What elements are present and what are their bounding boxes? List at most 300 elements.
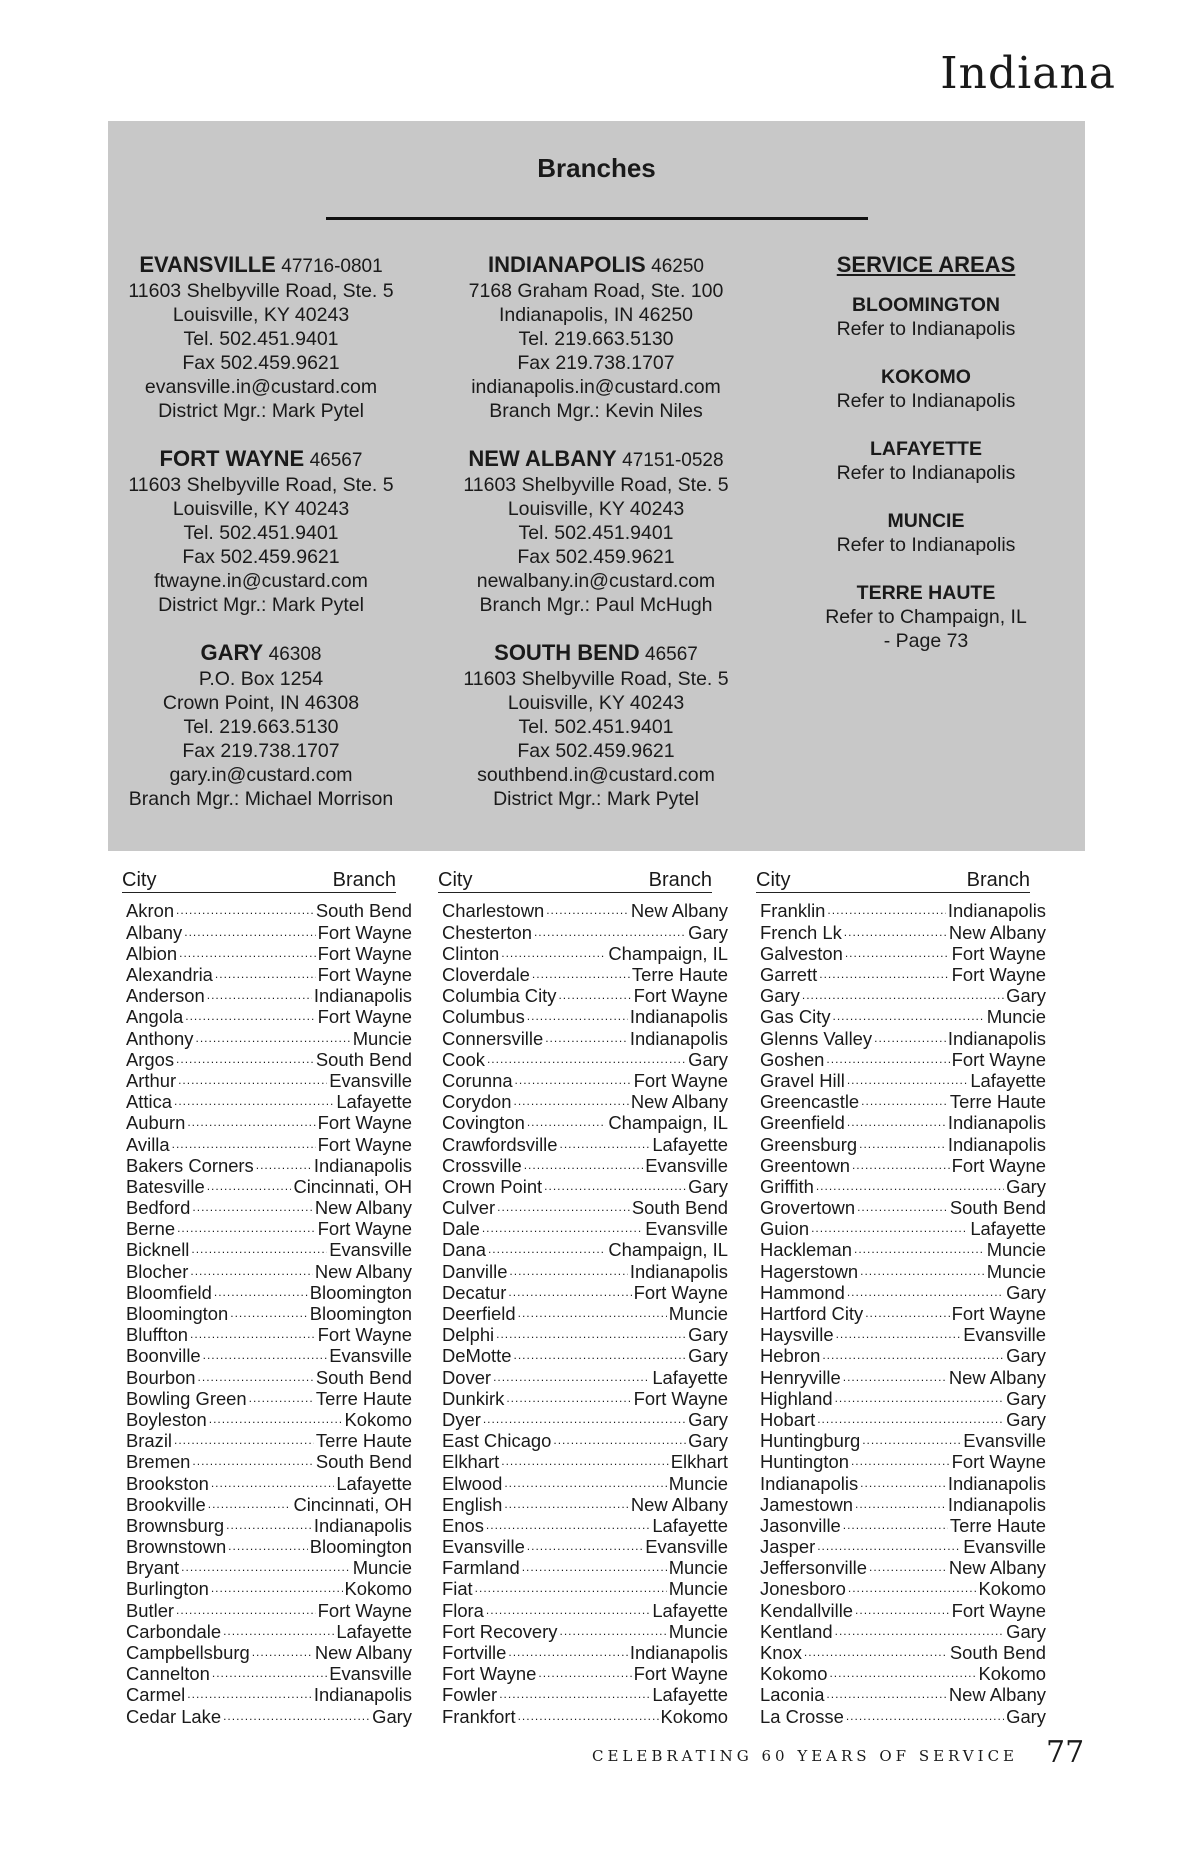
branch-name: South Bend: [949, 1642, 1046, 1663]
directory-row: [440, 1469, 728, 1494]
city-name: Arthur: [126, 1069, 177, 1091]
city-name: Clinton: [442, 942, 500, 964]
branch-email: gary.in@custard.com: [169, 764, 353, 786]
directory-row: [124, 1151, 412, 1176]
directory-row: [758, 1660, 1046, 1685]
dot-leader: [847, 1279, 1004, 1299]
dot-leader: [848, 1575, 977, 1595]
directory-row: [758, 1279, 1046, 1303]
dot-leader: [527, 1533, 643, 1553]
dot-leader: [558, 982, 631, 1002]
branch-name: Indianapolis: [947, 1112, 1046, 1134]
city-name: Henryville: [760, 1366, 841, 1388]
city-name: Bryant: [126, 1557, 180, 1579]
city-name: Albion: [126, 942, 178, 964]
city-name: Cannelton: [126, 1663, 210, 1685]
dot-leader: [527, 1109, 607, 1129]
directory-rows: [440, 897, 728, 1727]
branch-name: Gary: [688, 1430, 728, 1452]
directory-row: [124, 1088, 412, 1113]
city-name: Brookston: [126, 1472, 209, 1494]
branch-name: Gary: [1006, 1620, 1046, 1642]
city-name: Avilla: [126, 1133, 170, 1155]
city-name: Berne: [126, 1218, 176, 1240]
directory-row: [758, 1681, 1046, 1706]
directory-row: [758, 961, 1046, 985]
directory-row: [440, 1321, 728, 1346]
city-name: Bloomfield: [126, 1281, 212, 1303]
dot-leader: [816, 1173, 1004, 1193]
directory-header: [756, 870, 1030, 893]
city-name: Fiat: [442, 1578, 473, 1600]
dot-leader: [207, 982, 312, 1002]
city-name: Huntington: [760, 1451, 849, 1473]
directory-row: [124, 961, 412, 985]
directory-row: [440, 1109, 728, 1134]
directory-row: [758, 1490, 1046, 1515]
branch-name: Champaign, IL: [608, 942, 728, 964]
directory-row: [124, 1109, 412, 1134]
directory-row: [124, 1385, 412, 1409]
branch-manager: District Mgr.: Mark Pytel: [158, 400, 364, 422]
branch-name: Gary: [1006, 1408, 1046, 1430]
city-name: Argos: [126, 1048, 175, 1070]
city-header: City: [756, 869, 791, 891]
branch-name: New Albany: [948, 1684, 1046, 1706]
branch-city-line: Louisville, KY 40243: [172, 498, 350, 520]
directory-row: [440, 1596, 728, 1621]
directory-row: [758, 1385, 1046, 1409]
branch-name: Gary: [688, 921, 728, 943]
city-name: Elwood: [442, 1472, 503, 1494]
city-name: Danville: [442, 1260, 508, 1282]
dot-leader: [514, 1342, 687, 1362]
directory-row: [124, 918, 412, 943]
city-name: Greensburg: [760, 1133, 858, 1155]
dot-leader: [191, 1236, 327, 1256]
city-name: Campbellsburg: [126, 1642, 250, 1663]
branch-indianapolis: [451, 253, 741, 423]
branch-phone: Tel. 502.451.9401: [183, 522, 339, 544]
dot-leader: [187, 1681, 312, 1701]
directory-row: [758, 1003, 1046, 1028]
branch-name: South Bend: [315, 1366, 412, 1388]
dot-leader: [545, 1024, 628, 1044]
city-name: Fortville: [442, 1642, 507, 1663]
city-name: Hobart: [760, 1408, 816, 1430]
branch-name: Indianapolis: [947, 1133, 1046, 1155]
branch-name: Fort Wayne: [633, 1387, 728, 1409]
dot-leader: [817, 1533, 961, 1553]
branch-name: Indianapolis: [947, 1027, 1046, 1049]
city-name: Grovertown: [760, 1197, 856, 1219]
dot-leader: [835, 1618, 1005, 1638]
city-name: Fowler: [442, 1684, 498, 1706]
service-area-terre-haute: [781, 581, 1071, 653]
dot-leader: [804, 1639, 948, 1659]
city-name: Albany: [126, 921, 183, 943]
directory-row: [758, 1469, 1046, 1494]
dot-leader: [822, 1342, 1004, 1362]
branch-name: NEW ALBANY: [468, 446, 617, 471]
directory-rows: [124, 897, 412, 1727]
branch-name: Terre Haute: [949, 1091, 1046, 1113]
city-name: Hammond: [760, 1281, 845, 1303]
city-name: Batesville: [126, 1175, 205, 1197]
branch-name: Terre Haute: [315, 1387, 412, 1409]
branch-fax: Fax 219.738.1707: [517, 352, 675, 374]
branches-divider: [326, 217, 868, 220]
directory-column-1: [122, 869, 412, 1727]
city-name: Gravel Hill: [760, 1069, 845, 1091]
dot-leader: [802, 982, 1004, 1002]
branch-name: Champaign, IL: [608, 1112, 728, 1134]
city-name: Bowling Green: [126, 1387, 247, 1409]
city-name: Jasonville: [760, 1514, 841, 1536]
directory-row: [440, 1003, 728, 1028]
city-name: Evansville: [442, 1536, 525, 1558]
dot-leader: [501, 1448, 669, 1468]
directory-row: [758, 1342, 1046, 1367]
branch-name: Cincinnati, OH: [293, 1175, 412, 1197]
directory-row: [440, 1575, 728, 1600]
directory-row: [440, 1427, 728, 1452]
directory-header: [122, 870, 396, 893]
dot-leader: [504, 1469, 666, 1489]
branch-name: Gary: [1006, 1387, 1046, 1409]
branch-phone: Tel. 502.451.9401: [518, 522, 674, 544]
branch-heading: [116, 641, 406, 667]
branch-name: Indianapolis: [313, 1684, 412, 1706]
directory-row: [440, 1279, 728, 1303]
branch-name: Gary: [1006, 1175, 1046, 1197]
dot-leader: [518, 1702, 659, 1722]
dot-leader: [256, 1151, 312, 1171]
dot-leader: [518, 1300, 667, 1320]
city-name: Angola: [126, 1006, 184, 1028]
dot-leader: [499, 1681, 650, 1701]
branch-gary: [116, 641, 406, 811]
branch-name: SOUTH BEND: [494, 640, 640, 665]
branch-name: South Bend: [949, 1197, 1046, 1219]
city-name: Blocher: [126, 1260, 189, 1282]
branch-heading: [116, 253, 406, 279]
city-name: Greentown: [760, 1154, 850, 1176]
directory-header: [438, 870, 712, 893]
branch-name: Indianapolis: [629, 1260, 728, 1282]
branch-fax: Fax 502.459.9621: [517, 546, 675, 568]
branch-name: Fort Wayne: [317, 921, 412, 943]
branch-address-line: P.O. Box 1254: [198, 668, 324, 690]
directory-row: [124, 1321, 412, 1346]
branch-name: Fort Wayne: [317, 964, 412, 985]
dot-leader: [515, 1067, 632, 1087]
city-name: Connersville: [442, 1027, 544, 1049]
city-name: Dunkirk: [442, 1387, 505, 1409]
directory-row: [758, 1300, 1046, 1324]
city-name: Gary: [760, 985, 800, 1007]
dot-leader: [833, 1003, 985, 1023]
dot-leader: [544, 1173, 686, 1193]
branch-name: Fort Wayne: [951, 964, 1046, 985]
branch-name: Muncie: [668, 1578, 728, 1600]
branch-name: New Albany: [630, 1091, 728, 1113]
city-name: Garrett: [760, 964, 818, 985]
branch-name: Evansville: [645, 1154, 728, 1176]
branch-name: Fort Wayne: [633, 1663, 728, 1685]
directory-row: [758, 1215, 1046, 1240]
dot-leader: [826, 1681, 946, 1701]
directory-row: [758, 1067, 1046, 1091]
branch-name: Fort Wayne: [951, 1599, 1046, 1621]
service-area-lafayette: [781, 437, 1071, 485]
city-name: Charlestown: [442, 900, 545, 922]
branch-name: Lafayette: [652, 1514, 728, 1536]
directory-row: [440, 897, 728, 922]
dot-leader: [177, 1215, 316, 1235]
city-name: Griffith: [760, 1175, 814, 1197]
branch-name: Fort Wayne: [317, 1112, 412, 1134]
city-name: French Lk: [760, 921, 842, 943]
branch-zip: 46567: [645, 644, 698, 665]
dot-leader: [486, 1512, 650, 1532]
city-header: City: [122, 869, 157, 891]
branch-name: Lafayette: [970, 1069, 1046, 1091]
branch-name: Fort Wayne: [633, 1069, 728, 1091]
branch-name: South Bend: [315, 1451, 412, 1473]
branch-name: Fort Wayne: [951, 942, 1046, 964]
city-name: Delphi: [442, 1324, 495, 1346]
directory-row: [124, 1469, 412, 1494]
directory-row: [440, 1406, 728, 1430]
branch-name: Kokomo: [978, 1578, 1046, 1600]
city-name: Galveston: [760, 942, 843, 964]
city-name: Greencastle: [760, 1091, 860, 1113]
branch-name: Kokomo: [344, 1578, 412, 1600]
dot-leader: [836, 1321, 962, 1341]
dot-leader: [190, 1257, 313, 1277]
directory-row: [758, 1109, 1046, 1134]
dot-leader: [207, 1173, 292, 1193]
city-name: Glenns Valley: [760, 1027, 873, 1049]
directory-row: [124, 1236, 412, 1261]
directory-row: [440, 940, 728, 964]
branch-name: Muncie: [352, 1557, 412, 1579]
service-area-name: MUNCIE: [887, 510, 965, 532]
service-area-muncie: [781, 509, 1071, 557]
directory-row: [124, 1596, 412, 1621]
service-area-refer: Refer to Indianapolis: [836, 390, 1016, 412]
city-name: Bloomington: [126, 1303, 229, 1324]
city-name: Farmland: [442, 1557, 520, 1579]
branch-header: Branch: [332, 869, 396, 891]
directory-row: [440, 1173, 728, 1197]
city-name: Jonesboro: [760, 1578, 846, 1600]
city-name: Decatur: [442, 1281, 507, 1303]
branch-name: Fort Wayne: [951, 1303, 1046, 1324]
directory-row: [758, 1596, 1046, 1621]
dot-leader: [195, 1024, 350, 1044]
directory-row: [758, 1575, 1046, 1600]
dot-leader: [532, 961, 630, 981]
branch-name: South Bend: [315, 900, 412, 922]
directory-row: [124, 1618, 412, 1642]
dot-leader: [215, 961, 316, 981]
dot-leader: [209, 1406, 343, 1426]
directory-row: [758, 1046, 1046, 1070]
city-name: Frankfort: [442, 1705, 516, 1727]
directory-column-2: [438, 869, 728, 1727]
city-name: Crawfordsville: [442, 1133, 558, 1155]
directory-row: [440, 1533, 728, 1558]
branch-name: Lafayette: [652, 1599, 728, 1621]
branch-zip: 47151-0528: [622, 450, 724, 471]
city-name: Flora: [442, 1599, 484, 1621]
branch-header: Branch: [648, 869, 712, 891]
directory-row: [124, 1257, 412, 1282]
dot-leader: [179, 940, 316, 960]
city-name: Alexandria: [126, 964, 213, 985]
city-name: Laconia: [760, 1684, 825, 1706]
branch-name: Gary: [1006, 1281, 1046, 1303]
branch-name: Kokomo: [344, 1408, 412, 1430]
city-name: Bedford: [126, 1197, 191, 1219]
dot-leader: [829, 1660, 976, 1680]
dot-leader: [851, 1448, 950, 1468]
branch-heading: [451, 447, 741, 473]
service-area-refer: Refer to Champaign, IL: [825, 606, 1027, 628]
directory-row: [124, 940, 412, 964]
dot-leader: [496, 1321, 686, 1341]
dot-leader: [508, 1279, 631, 1299]
dot-leader: [487, 1046, 686, 1066]
directory-row: [440, 1385, 728, 1409]
dot-leader: [835, 1385, 1005, 1405]
service-area-name: KOKOMO: [881, 366, 971, 388]
branch-address-line: 7168 Graham Road, Ste. 100: [468, 280, 724, 302]
directory-row: [440, 1024, 728, 1049]
branch-phone: Tel. 219.663.5130: [183, 716, 339, 738]
dot-leader: [483, 1406, 686, 1426]
branch-name: Evansville: [963, 1430, 1046, 1452]
branch-zip: 46308: [268, 644, 322, 665]
dot-leader: [198, 1363, 314, 1383]
branch-name: Muncie: [668, 1620, 728, 1642]
city-name: Cedar Lake: [126, 1705, 222, 1727]
directory-row: [758, 940, 1046, 964]
branch-address-line: 11603 Shelbyville Road, Ste. 5: [463, 668, 729, 690]
dot-leader: [488, 1236, 606, 1256]
branch-name: Bloomington: [309, 1303, 412, 1324]
branch-fax: Fax 502.459.9621: [182, 546, 340, 568]
city-name: Dana: [442, 1239, 486, 1261]
directory-row: [124, 1512, 412, 1536]
branch-name: Bloomington: [309, 1536, 412, 1558]
dot-leader: [509, 1257, 627, 1277]
directory-row: [124, 1639, 412, 1663]
directory-row: [758, 1194, 1046, 1219]
branch-name: New Albany: [948, 1557, 1046, 1579]
branch-name: Muncie: [986, 1260, 1046, 1282]
branch-name: Indianapolis: [629, 1006, 728, 1028]
branch-new-albany: [451, 447, 741, 617]
branch-name: Fort Wayne: [951, 1451, 1046, 1473]
branch-address-line: 11603 Shelbyville Road, Ste. 5: [463, 474, 729, 496]
city-name: Bluffton: [126, 1324, 189, 1346]
service-areas-heading: SERVICE AREAS: [836, 252, 1016, 277]
city-name: Jeffersonville: [760, 1557, 867, 1579]
service-area-refer: - Page 73: [883, 630, 969, 652]
city-name: Indianapolis: [760, 1472, 859, 1494]
branch-name: Fort Wayne: [317, 1324, 412, 1346]
dot-leader: [859, 1130, 946, 1150]
dot-leader: [501, 940, 606, 960]
branch-manager: District Mgr.: Mark Pytel: [158, 594, 364, 616]
branch-fax: Fax 219.738.1707: [182, 740, 340, 762]
branch-name: Evansville: [963, 1536, 1046, 1558]
directory-row: [124, 1173, 412, 1197]
city-name: Gas City: [760, 1006, 831, 1028]
branch-name: Muncie: [352, 1027, 412, 1049]
branch-manager: Branch Mgr.: Kevin Niles: [489, 400, 703, 422]
directory-row: [124, 1490, 412, 1515]
directory-row: [440, 918, 728, 943]
directory-row: [758, 1554, 1046, 1579]
city-name: Auburn: [126, 1112, 186, 1134]
city-name: Carmel: [126, 1684, 186, 1706]
branch-city-line: Louisville, KY 40243: [507, 498, 685, 520]
directory-row: [440, 982, 728, 1007]
branch-name: Cincinnati, OH: [293, 1493, 412, 1515]
page-title: Indiana: [940, 48, 1116, 99]
branch-manager: District Mgr.: Mark Pytel: [493, 788, 699, 810]
branch-name: Indianapolis: [313, 985, 412, 1007]
branch-name: Gary: [688, 1345, 728, 1367]
dot-leader: [504, 1490, 629, 1510]
dot-leader: [854, 1236, 985, 1256]
branch-name: Lafayette: [336, 1091, 412, 1113]
city-name: Bicknell: [126, 1239, 190, 1261]
branch-name: New Albany: [630, 900, 728, 922]
city-name: East Chicago: [442, 1430, 552, 1452]
directory-row: [440, 1088, 728, 1113]
dot-leader: [508, 1639, 627, 1659]
dot-leader: [860, 1257, 985, 1277]
branch-city-line: Indianapolis, IN 46250: [498, 304, 694, 326]
directory-row: [124, 1660, 412, 1685]
dot-leader: [855, 1596, 950, 1616]
dot-leader: [865, 1300, 949, 1320]
dot-leader: [223, 1618, 334, 1638]
branch-fax: Fax 502.459.9621: [517, 740, 675, 762]
city-name: Kendallville: [760, 1599, 854, 1621]
directory-row: [440, 1660, 728, 1685]
directory-row: [758, 1427, 1046, 1452]
branch-name: GARY: [200, 640, 264, 665]
directory-row: [440, 961, 728, 985]
branch-name: New Albany: [314, 1197, 412, 1219]
branch-zip: 47716-0801: [281, 256, 383, 277]
branch-name: New Albany: [314, 1260, 412, 1282]
directory-row: [124, 982, 412, 1007]
directory-row: [440, 1300, 728, 1324]
branch-name: New Albany: [314, 1642, 412, 1663]
city-name: Enos: [442, 1514, 484, 1536]
dot-leader: [843, 1363, 947, 1383]
directory-row: [758, 982, 1046, 1007]
directory-row: [758, 897, 1046, 922]
city-name: Hartford City: [760, 1303, 864, 1324]
